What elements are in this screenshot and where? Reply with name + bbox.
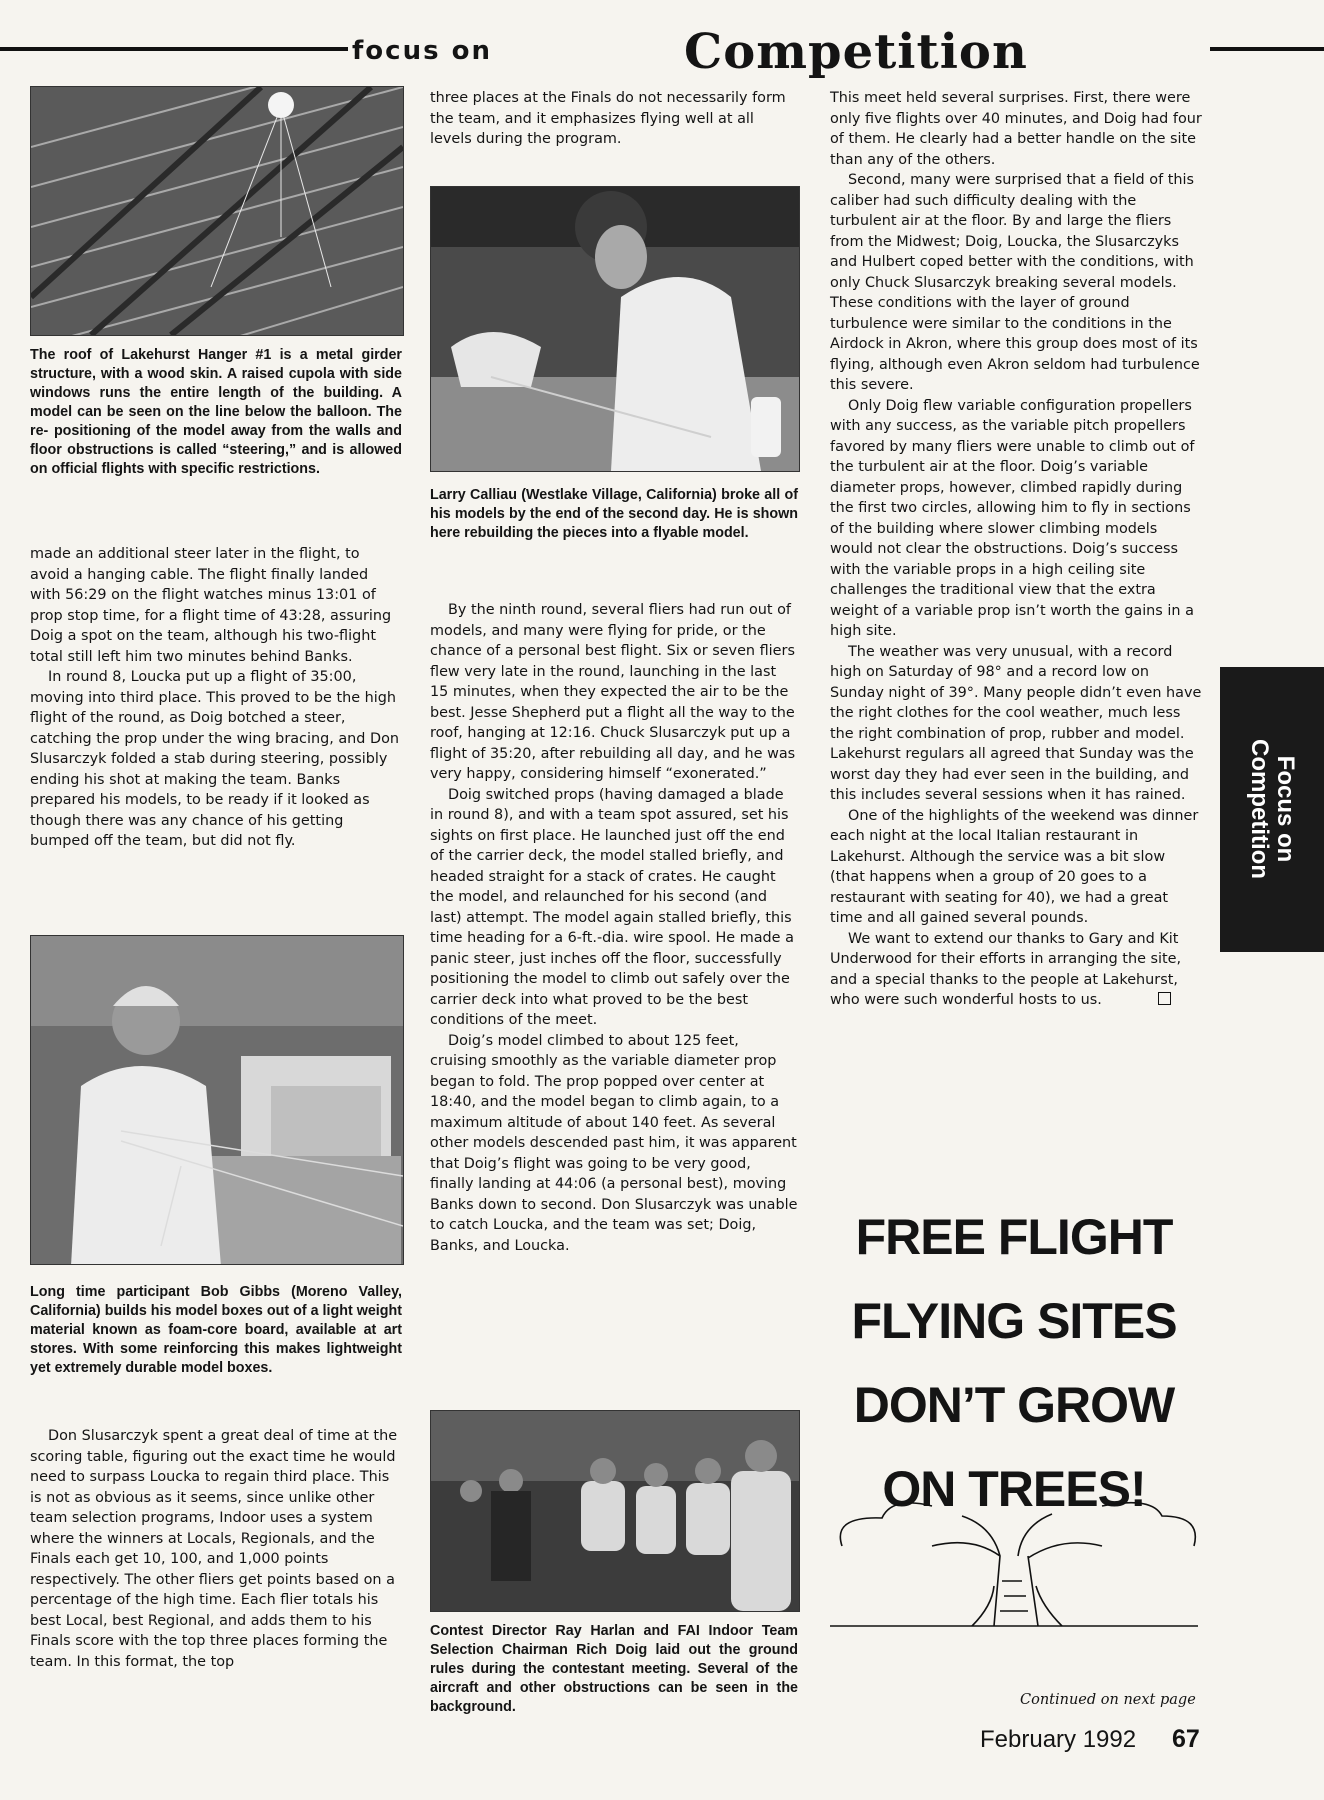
side-tab-line-1: Focus on — [1272, 755, 1299, 863]
article-column-2 — [430, 600, 798, 1256]
col1-paragraph-2: In round 8, Loucka put up a flight of 35:00, moving into third place. This proved to be the high flight of the round, as Doig botched a steer, catching the prop under the wing bracing, and Don Slusarczyk folded a stab during steering, possibly ending his shot at making the team. Banks prepared his models, to be ready if it looked as though there was any chance of his getting bumped off the team, but did not fly. — [30, 669, 400, 849]
col1-paragraph-3: Don Slusarczyk spent a great deal of time at the scoring table, figuring out the exact time he would need to surpass Loucka to regain third place. This is not as obvious as it seems, since unlike other team selection programs, Indoor uses a system where the winners at Locals, Regionals, and the Finals each get 10, 100, and 1,000 points respectively. The other fliers get points based on a percentage of the high time. Each flier totals his best Local, best Regional, and adds them to his Finals score with the top three places forming the team. In this format, the top — [30, 1428, 398, 1670]
contestant-meeting-caption: Contest Director Ray Harlan and FAI Indoor Team Selection Chairman Rich Doig laid out the ground rules during the contestant meeting. Several of the aircraft and other obstructions can be seen in the background. — [430, 1623, 798, 1715]
page-number: 67 — [1172, 1725, 1200, 1753]
col2-paragraph-1: By the ninth round, several fliers had run out of models, and many were flying for pride, or the chance of a personal best flight. Six or seven fliers flew very late in the round, launching in the last 15 minutes, when they expected the air to be the best. Jesse Shepherd put a flight all the way to the roof, hanging at 12:16. Chuck Slusarczyk put up a flight of 35:20, after rebuilding all day, and he was very happy, considering himself “exonerated.” — [430, 602, 796, 782]
side-tab-label — [1246, 739, 1298, 879]
bob-gibbs-photo — [30, 935, 404, 1265]
col2-paragraph-0: three places at the Finals do not necessarily form the team, and it emphasizes flying well at all levels during the program. — [430, 90, 786, 147]
issue-date: February 1992 — [980, 1726, 1137, 1753]
end-of-story-box-icon — [1158, 992, 1171, 1005]
continued-note: Continued on next page — [1020, 1692, 1196, 1708]
ad-line-3: DON’T GROW — [853, 1377, 1175, 1433]
ad-line-1: FREE FLIGHT — [855, 1209, 1173, 1265]
ad-line-2: FLYING SITES — [851, 1293, 1177, 1349]
col3-paragraph-6-text: We want to extend our thanks to Gary and Kit Underwood for their efforts in arranging the site, and a special thanks to the people at Lakehurst, who were such wonderful hosts to us. — [830, 930, 1182, 1008]
ad-line-4: ON TREES! — [882, 1461, 1146, 1517]
bob-gibbs-caption: Long time participant Bob Gibbs (Moreno Valley, California) builds his model boxes out of a light weight material known as foam-core board, available at art stores. With some reinforcing this makes lightweight yet extremely durable model boxes. — [30, 1284, 402, 1376]
article-column-3 — [830, 88, 1204, 1011]
article-column-2-top — [430, 88, 798, 150]
section-header — [0, 24, 1324, 80]
hangar-roof-photo — [30, 86, 404, 336]
col1-paragraph-1: made an additional steer later in the flight, to avoid a hanging cable. The flight finally landed with 56:29 on the flight watches minus 13:01 of prop stop time, for a flight time of 43:28, assuring Doig a spot on the team, although his two-flight total still left him two minutes behind Banks. — [30, 546, 392, 665]
col3-paragraph-3: Only Doig flew variable configuration propellers with any success, as the variable pitch propellers favored by many fliers were unable to climb out of the turbulent air at the floor. Doig’s variable diameter props, however, climbed rapidly during the first two circles, allowing him to fly in sections of the building where slower climbing models would not clear the obstructions. Doig’s success with the variable props in a high ceiling site challenges the traditional view that the extra weight of a variable prop isn’t worth the gains in a high site. — [830, 397, 1195, 639]
larry-calliau-caption: Larry Calliau (Westlake Village, California) broke all of his models by the end of the second day. He is shown here rebuilding the pieces into a flyable model. — [430, 487, 798, 541]
col3-paragraph-5: One of the highlights of the weekend was dinner each night at the local Italian restaurant in Lakehurst. Although the service was a bit slow (that happens when a group of 20 goes to a restaurant with seating for 40), we had a great time and all gained several pounds. — [830, 807, 1199, 926]
contestant-meeting-photo — [430, 1410, 800, 1612]
col3-paragraph-4: The weather was very unusual, with a record high on Saturday of 98° and a record low on Sunday night of 39°. Many people didn’t even have the right clothes for the cool weather, much less the right combination of prop, rubber and model. Lakehurst regulars all agreed that Sunday was the worst day they had ever seen in the building, and this includes several sessions when it has rained. — [830, 643, 1202, 803]
section-title: Competition — [684, 24, 1028, 80]
hangar-roof-caption: The roof of Lakehurst Hanger #1 is a metal girder structure, with a wood skin. A raised cupola with side windows runs the entire length of the building. A model can be seen on the line below the balloon. The re- positioning of the model away from the walls and floor obstructions is called “steering,” and is allowed on official flights with specific restrictions. — [30, 347, 402, 477]
side-tab-line-2: Competition — [1246, 739, 1273, 879]
free-flight-ad — [822, 1208, 1206, 1628]
header-rule-left — [0, 47, 348, 51]
larry-calliau-photo — [430, 186, 800, 472]
article-column-1-lower — [30, 1426, 402, 1672]
col2-paragraph-2: Doig switched props (having damaged a blade in round 8), and with a team spot assured, set his sights on first place. He launched just off the end of the carrier deck, the model stalled briefly, and headed straight for a stack of crates. He caught the model, and relaunched for his second (and last) attempt. The model again stalled briefly, this time heading for a 6-ft.-dia. wire spool. He made a panic steer, just inches off the floor, successfully positioning the model to climb out safely over the carrier deck into what proved to be the best conditions of the meet. — [430, 786, 794, 1028]
section-side-tab — [1220, 667, 1324, 952]
col3-paragraph-2: Second, many were surprised that a field of this caliber had such difficulty dealing with the turbulent air at the floor. By and large the fliers from the Midwest; Doig, Loucka, the Slusarczyks and Hulbert coped better with the conditions, with only Chuck Slusarczyk breaking several models. These conditions with the layer of ground turbulence were similar to the conditions in the Airdock in Akron, where this group does most of its flying, although even Akron seldom had turbulence this severe. — [830, 172, 1200, 393]
header-rule-right — [1210, 47, 1324, 51]
col3-paragraph-1: This meet held several surprises. First, there were only five flights over 40 minutes, and Doig had four of them. He clearly had a better handle on the site than any of the others. — [830, 90, 1202, 168]
section-kicker: focus on — [352, 36, 492, 66]
col3-paragraph-6 — [830, 929, 1204, 1011]
col2-paragraph-3: Doig’s model climbed to about 125 feet, cruising smoothly as the variable diameter prop began to fold. The prop popped over center at 18:40, and the model began to climb again, to a maximum altitude of about 140 feet. As several other models descended past him, it was apparent that Doig’s flight was going to be very good, finally landing at 44:06 (a personal best), moving Banks down to second. Don Slusarczyk was unable to catch Loucka, and the team was set; Doig, Banks, and Loucka. — [430, 1032, 798, 1254]
tree-illustration — [822, 1486, 1206, 1628]
article-column-1 — [30, 544, 402, 852]
